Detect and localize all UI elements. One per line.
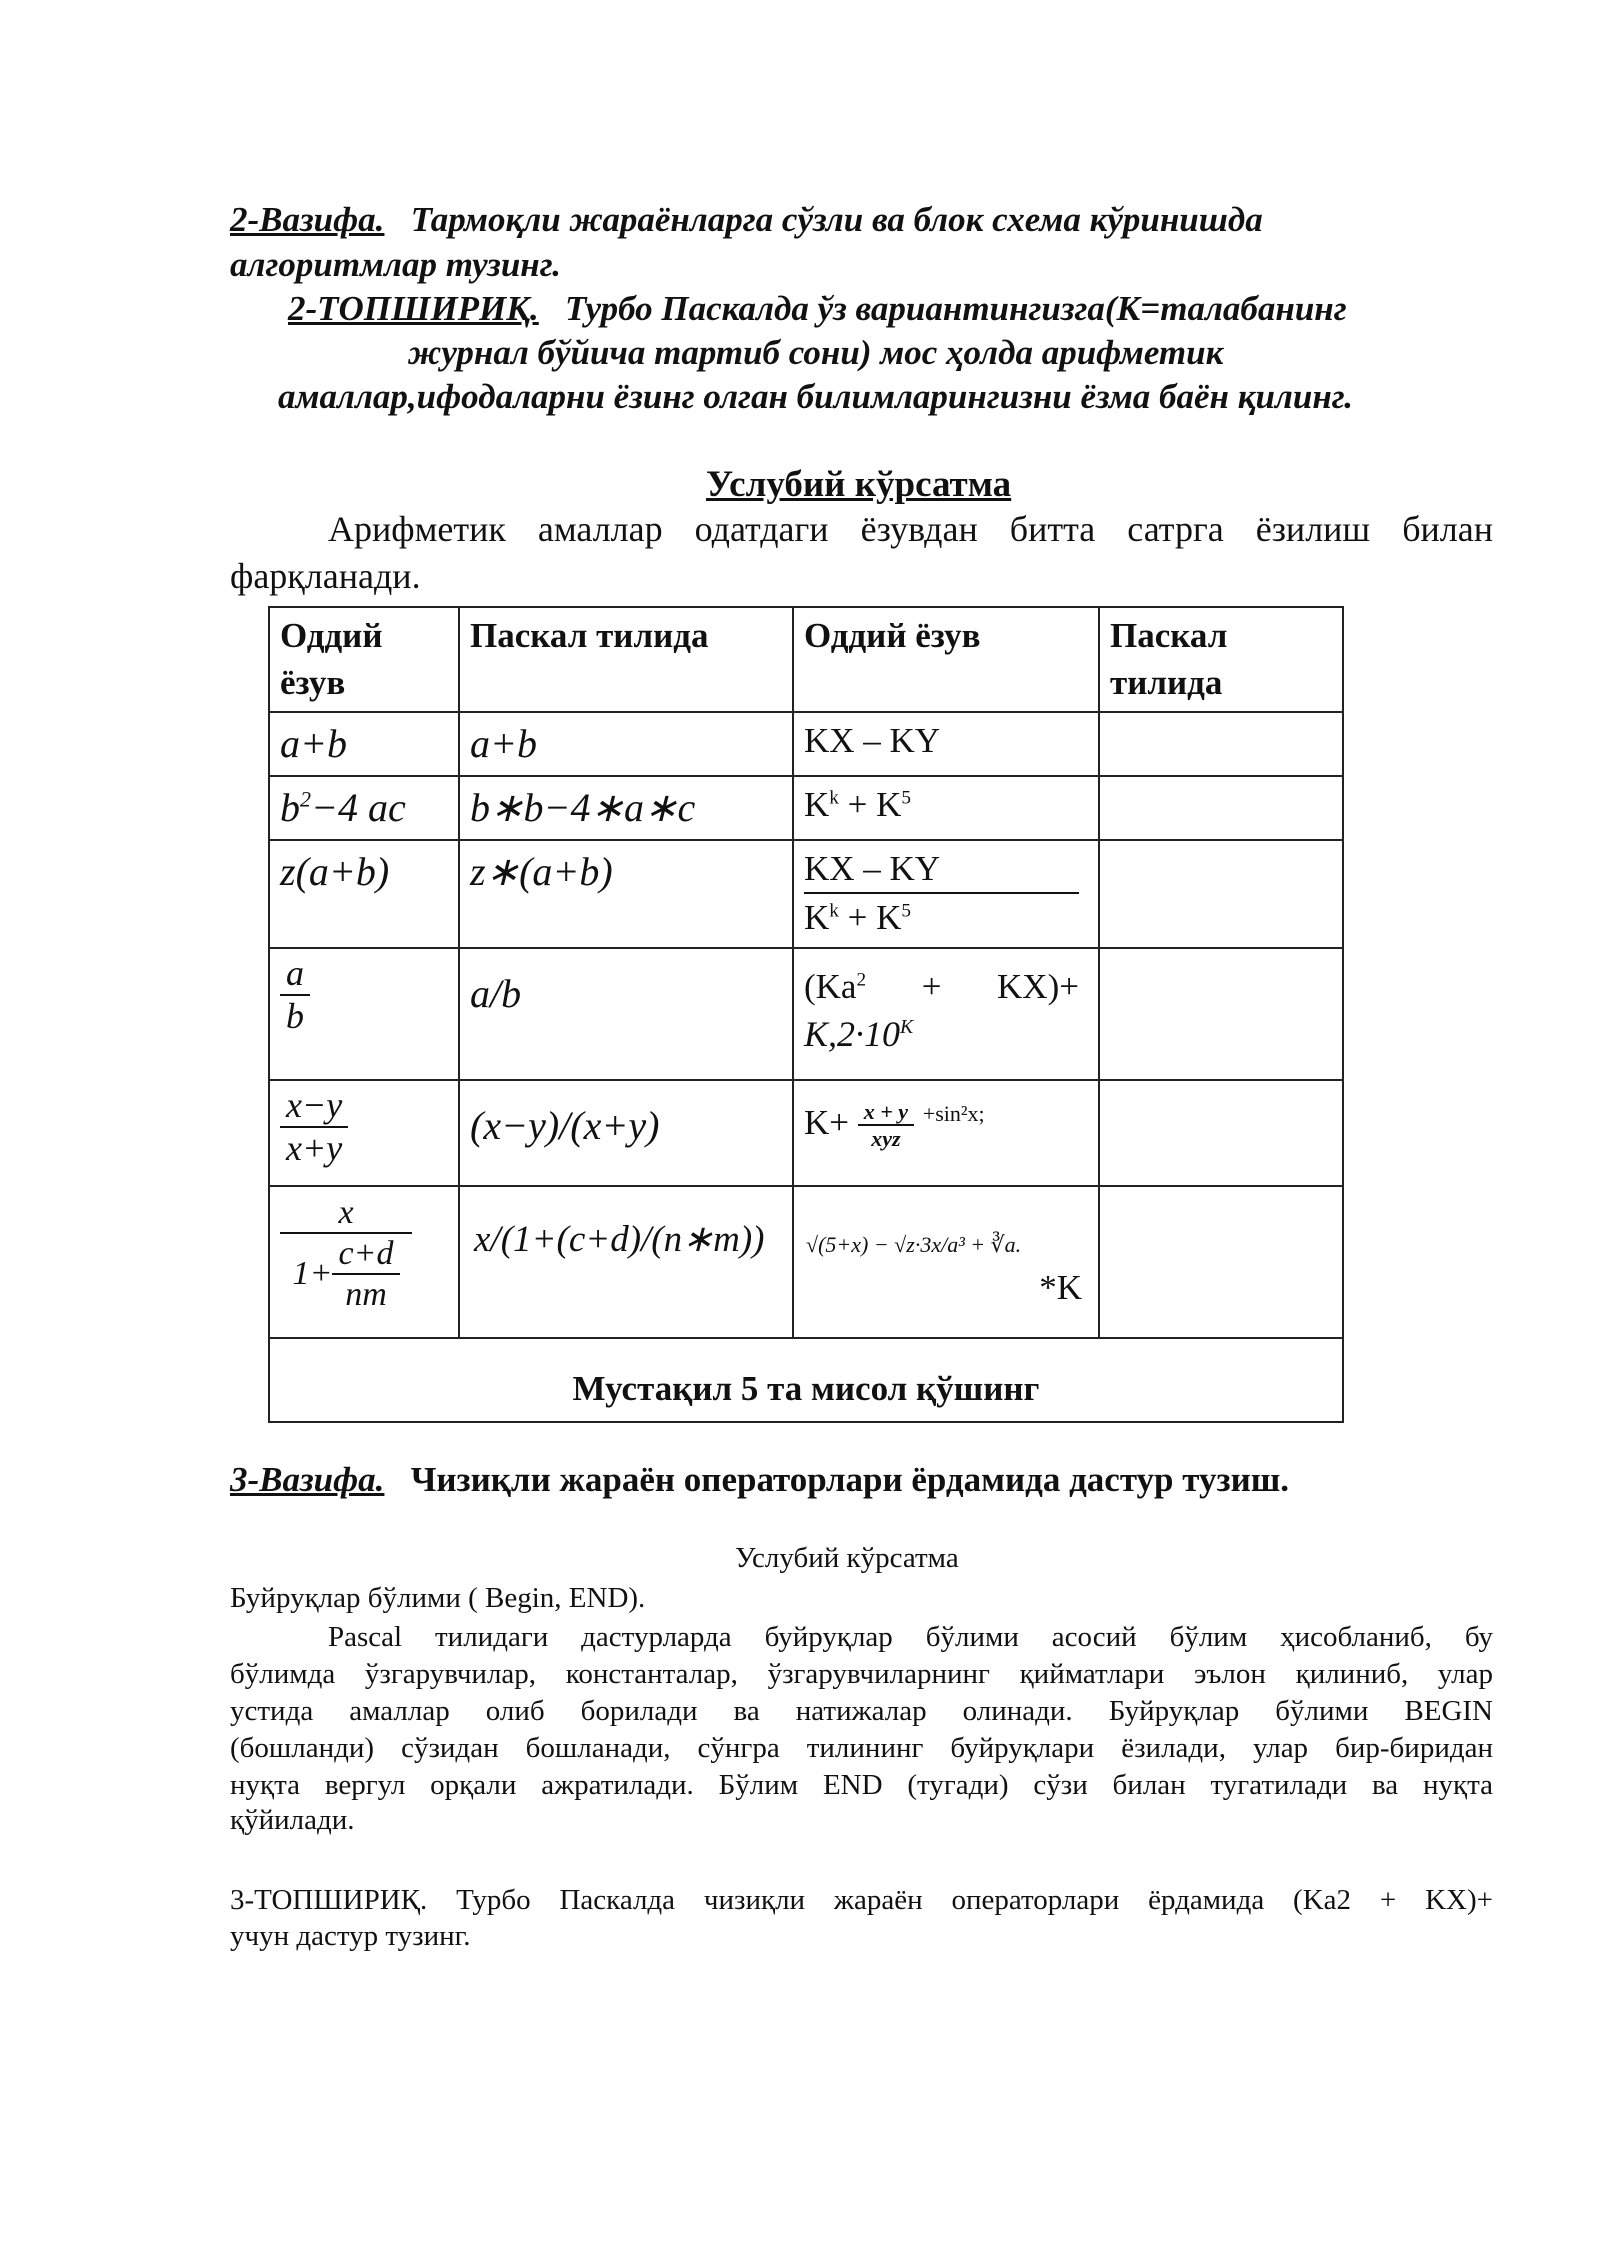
- expr-simple-2-denominator: $K^k + K^5$: [804, 897, 912, 937]
- expr-pascal-2-empty: [1099, 712, 1343, 776]
- expr-pascal: a/b: [470, 970, 522, 1016]
- expr-simple-2-suffix: *K: [1039, 1267, 1082, 1307]
- guide1-para-line1: Арифметик амаллар одатдаги ёзувдан битта сатрга ёзилиш билан: [328, 509, 1493, 549]
- expr-pascal-2-empty: [1099, 840, 1343, 948]
- guide2-line4-wrap: [230, 1732, 1493, 1765]
- expr-pascal: x/(1+(c+d)/(n∗m)): [474, 1218, 765, 1260]
- guide2-line3: устида амаллар олиб борилади ва натижалар олинади. Буйруқлар бўлими BEGIN: [230, 1695, 1493, 1727]
- expr-simple-nested-fraction: x 1+ $\frac{c+d}{nm}$: [280, 1193, 412, 1314]
- assignment2-line2: журнал бўйича тартиб сони) мос ҳолда арифметик: [408, 333, 1224, 372]
- expr-simple: $b^2-4$ ac: [280, 784, 406, 830]
- table-row: [269, 840, 1343, 948]
- header-pascal-2: Паскал тилида: [1099, 607, 1343, 712]
- expr-pascal-2-empty: [1099, 1080, 1343, 1186]
- assignment2-label: 2-ТОПШИРИҚ.: [288, 289, 539, 328]
- assignment3-line1-wrap: [230, 1884, 1493, 1917]
- expr-simple: a+b: [280, 720, 347, 766]
- expr-pascal: z∗(a+b): [470, 848, 613, 894]
- expr-simple-fraction: $\frac{a}{b}$: [280, 953, 310, 1038]
- expr-simple-fraction: $\frac{x-y}{x+y}$: [280, 1085, 348, 1170]
- guide2-line0: Буйруқлар бўлими ( Begin, END).: [230, 1582, 646, 1614]
- table-footer: Мустақил 5 та мисол қўшинг: [269, 1338, 1343, 1422]
- assignment2-line1: [288, 291, 1347, 326]
- task2-label: 2-Вазифа.: [230, 200, 385, 239]
- expr-simple-2-radical: √(5+x) − √z·3x/a³ + ∛a.: [806, 1231, 1022, 1257]
- guide2-line1-wrap: [328, 1621, 1493, 1654]
- table-footer-row: [269, 1338, 1343, 1422]
- expr-pascal: (x−y)/(x+y): [470, 1102, 660, 1148]
- header-pascal: Паскал тилида: [459, 607, 793, 712]
- expr-simple-2-numerator: KX – KY: [804, 845, 1079, 894]
- expr-simple: z(a+b): [280, 848, 390, 894]
- assignment3-line2: учун дастур тузинг.: [230, 1920, 471, 1952]
- task3-text: Чизиқли жараён операторлари ёрдамида дастур тузиш.: [410, 1460, 1290, 1499]
- guide2-line5: нуқта вергул орқали ажратилади. Бўлим END (тугади) сўзи билан тугатилади ва нуқта: [230, 1769, 1493, 1801]
- guide1-paragraph-line1: [328, 508, 1493, 550]
- expr-pascal: a+b: [470, 720, 537, 766]
- expr-simple-2: $K^k + K^5$: [804, 784, 912, 824]
- expr-pascal-2-empty: [1099, 776, 1343, 840]
- expr-pascal-2-empty: [1099, 1186, 1343, 1338]
- assignment2-text: Турбо Паскалда ўз вариантингизга(К=талабанинг: [565, 289, 1347, 328]
- expr-pascal-2-empty: [1099, 948, 1343, 1080]
- expr-simple-2: K+ $\frac{x + y}{\text{xyz}}$ $^{+sin^2x;}$: [804, 1098, 985, 1151]
- guide2-title: Услубий кўрсатма: [735, 1542, 959, 1574]
- task2-text-line2: алгоритмлар тузинг.: [230, 245, 561, 284]
- assignment3-line1: 3-ТОПШИРИҚ. Турбо Паскалда чизиқли жараён операторлари ёрдамида (Ka2 + KX)+: [230, 1884, 1493, 1916]
- task3-heading: [230, 1462, 1289, 1497]
- task2-text: Тармоқли жараёнларга сўзли ва блок схема кўринишда: [410, 200, 1263, 239]
- table-row: [269, 776, 1343, 840]
- guide2-line4: (бошланди) сўзидан бошланади, сўнгра тилининг буйруқлари ёзилади, улар бир-биридан: [230, 1732, 1493, 1764]
- guide2-line2-wrap: [230, 1658, 1493, 1691]
- guide2-line2: бўлимда ўзгарувчилар, константалар, ўзгарувчиларнинг қийматлари эълон қилиниб, улар: [230, 1658, 1493, 1690]
- task2-heading: [230, 202, 1263, 237]
- table-row: [269, 1186, 1343, 1338]
- guide2-line6: қўйилади.: [230, 1804, 355, 1836]
- expr-pascal: b∗b−4∗a∗c: [470, 784, 696, 830]
- expr-simple-2-line1: (Ka$^2$ + KX)+: [804, 966, 1079, 1006]
- header-simple-2: Оддий ёзув: [793, 607, 1099, 712]
- expr-simple-2-line2: $K,2\cdot 10^K$: [804, 1013, 914, 1054]
- arithmetic-table: [268, 606, 1344, 1423]
- guide2-line3-wrap: [230, 1695, 1493, 1728]
- table-header-row: [269, 607, 1343, 712]
- task3-label: 3-Вазифа.: [230, 1460, 385, 1499]
- table-row: [269, 948, 1343, 1080]
- header-simple: Оддий ёзув: [269, 607, 459, 712]
- guide2-line5-wrap: [230, 1769, 1493, 1802]
- guide1-paragraph-line2: фарқланади.: [230, 556, 421, 596]
- table-row: [269, 1080, 1343, 1186]
- guide2-line1: Pascal тилидаги дастурларда буйруқлар бўлими асосий бўлим ҳисобланиб, бу: [328, 1621, 1493, 1653]
- table-row: [269, 712, 1343, 776]
- assignment2-line3: амаллар,ифодаларни ёзинг олган билимларингизни ёзма баён қилинг.: [278, 377, 1354, 416]
- expr-simple-2: KX – KY: [804, 720, 941, 760]
- guide1-title: Услубий кўрсатма: [706, 464, 1012, 505]
